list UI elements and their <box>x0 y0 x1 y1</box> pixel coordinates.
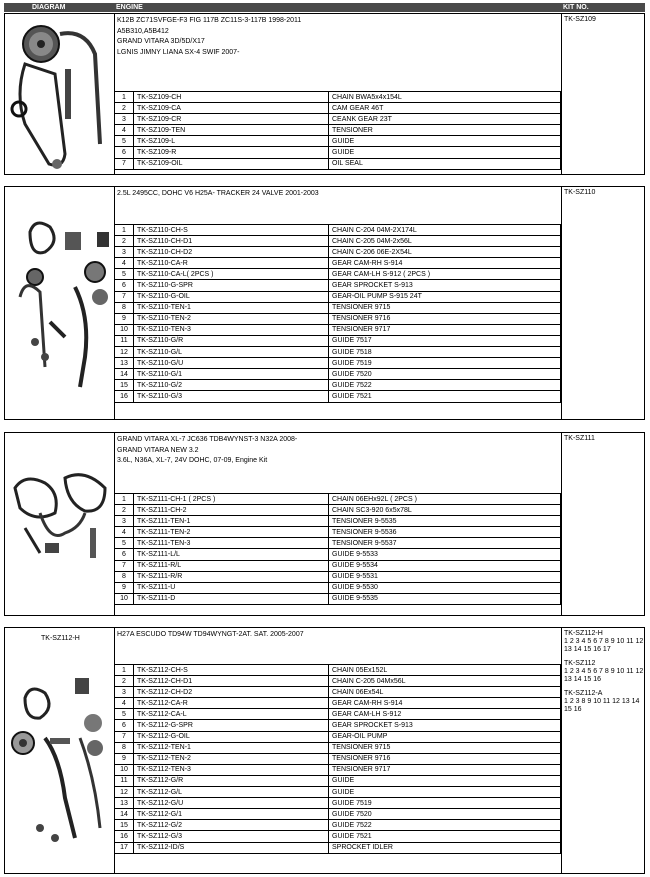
part-description: TENSIONER 9717 <box>329 764 561 775</box>
part-description: TENSIONER <box>329 125 561 136</box>
part-code: TK-SZ109-CR <box>134 114 329 125</box>
part-number: 12 <box>115 787 134 798</box>
part-description: CHAIN 06Ex54L <box>329 687 561 698</box>
part-description: GUIDE 7522 <box>329 380 561 391</box>
part-description: GUIDE 9-5531 <box>329 571 561 582</box>
part-description: GUIDE 7520 <box>329 369 561 380</box>
part-code: TK-SZ112-G/L <box>134 787 329 798</box>
part-code: TK-SZ112-CA-L <box>134 709 329 720</box>
table-row <box>115 347 561 358</box>
part-number: 11 <box>115 775 134 786</box>
kit-number-cell <box>561 433 645 615</box>
table-row <box>115 665 561 676</box>
part-number: 10 <box>115 764 134 775</box>
part-code: TK-SZ110-CA-L( 2PCS ) <box>134 269 329 280</box>
part-code: TK-SZ110-G/1 <box>134 369 329 380</box>
part-number: 1 <box>115 494 134 505</box>
parts-table <box>114 664 561 854</box>
table-row <box>115 775 561 786</box>
part-code: TK-SZ111-CH-1 ( 2PCS ) <box>134 494 329 505</box>
part-number: 4 <box>115 698 134 709</box>
part-description: GUIDE 7517 <box>329 335 561 346</box>
part-description: GEAR-OIL PUMP S-915 24T <box>329 291 561 302</box>
table-row <box>115 527 561 538</box>
part-code: TK-SZ110-TEN-3 <box>134 324 329 335</box>
table-row <box>115 787 561 798</box>
part-number: 4 <box>115 125 134 136</box>
part-description: TENSIONER 9717 <box>329 324 561 335</box>
part-number: 6 <box>115 280 134 291</box>
part-code: TK-SZ111-U <box>134 582 329 593</box>
part-number: 10 <box>115 593 134 604</box>
part-description: GUIDE 7521 <box>329 831 561 842</box>
part-code: TK-SZ112-CA-R <box>134 698 329 709</box>
kit-number-cell <box>561 187 645 419</box>
part-code: TK-SZ112-CH-D2 <box>134 687 329 698</box>
part-code: TK-SZ109-L <box>134 136 329 147</box>
table-row <box>115 831 561 842</box>
part-description: SPROCKET IDLER <box>329 842 561 853</box>
part-code: TK-SZ110-G-SPR <box>134 280 329 291</box>
part-number: 7 <box>115 560 134 571</box>
part-description: CHAIN C-205 04Mx56L <box>329 676 561 687</box>
table-row <box>115 269 561 280</box>
table-row <box>115 114 561 125</box>
part-description: GUIDE 7520 <box>329 809 561 820</box>
part-number: 11 <box>115 335 134 346</box>
part-number: 5 <box>115 709 134 720</box>
part-code: TK-SZ112-G/U <box>134 798 329 809</box>
part-description: TENSIONER 9715 <box>329 302 561 313</box>
table-row <box>115 842 561 853</box>
part-description: GEAR CAM-RH S-914 <box>329 698 561 709</box>
parts-table <box>114 493 561 605</box>
kit-block <box>4 432 645 616</box>
part-description: CHAIN C-204 04M-2X174L <box>329 225 561 236</box>
table-row <box>115 380 561 391</box>
table-row <box>115 798 561 809</box>
part-number: 3 <box>115 114 134 125</box>
part-code: TK-SZ111-TEN-1 <box>134 516 329 527</box>
part-description: GEAR CAM-LH S-912 <box>329 709 561 720</box>
part-code: TK-SZ112-TEN-1 <box>134 742 329 753</box>
part-description: GEAR SPROCKET S-913 <box>329 720 561 731</box>
parts-table <box>114 224 561 403</box>
diagram-cell <box>5 14 115 174</box>
part-number: 1 <box>115 225 134 236</box>
table-row <box>115 280 561 291</box>
part-number: 4 <box>115 258 134 269</box>
part-code: TK-SZ111-R/R <box>134 571 329 582</box>
part-code: TK-SZ110-CH-S <box>134 225 329 236</box>
part-number: 2 <box>115 676 134 687</box>
part-number: 3 <box>115 247 134 258</box>
table-row <box>115 369 561 380</box>
table-row <box>115 335 561 346</box>
kit-group <box>564 690 644 714</box>
part-description: CHAIN BWA5x4x154L <box>329 92 561 103</box>
part-number: 5 <box>115 136 134 147</box>
part-code: TK-SZ112-TEN-2 <box>134 753 329 764</box>
part-number: 9 <box>115 313 134 324</box>
table-row <box>115 125 561 136</box>
header-diagram: DIAGRAM <box>32 4 66 11</box>
part-description: GUIDE 7519 <box>329 798 561 809</box>
table-row <box>115 809 561 820</box>
part-description: GEAR CAM-LH S-912 ( 2PCS ) <box>329 269 561 280</box>
part-number: 2 <box>115 236 134 247</box>
part-description: GUIDE 7521 <box>329 391 561 402</box>
part-description: GEAR-OIL PUMP <box>329 731 561 742</box>
part-description: GUIDE 9-5530 <box>329 582 561 593</box>
part-number: 9 <box>115 582 134 593</box>
table-row <box>115 313 561 324</box>
part-code: TK-SZ111-TEN-2 <box>134 527 329 538</box>
part-code: TK-SZ112-ID/S <box>134 842 329 853</box>
part-description: GUIDE 7519 <box>329 358 561 369</box>
part-code: TK-SZ112-G/1 <box>134 809 329 820</box>
part-description: GUIDE 9-5535 <box>329 593 561 604</box>
part-code: TK-SZ110-G/U <box>134 358 329 369</box>
part-code: TK-SZ110-G/L <box>134 347 329 358</box>
table-row <box>115 103 561 114</box>
part-code: TK-SZ110-TEN-1 <box>134 302 329 313</box>
part-description: TENSIONER 9-5535 <box>329 516 561 527</box>
kit-items: 1 2 3 4 5 6 7 8 9 10 11 12 13 14 15 16 17 <box>564 638 644 653</box>
kit-block <box>4 13 645 175</box>
part-code: TK-SZ109-CA <box>134 103 329 114</box>
part-number: 8 <box>115 571 134 582</box>
kit-items: 1 2 3 8 9 10 11 12 13 14 15 16 <box>564 698 640 713</box>
part-description: TENSIONER 9715 <box>329 742 561 753</box>
part-code: TK-SZ110-CA-R <box>134 258 329 269</box>
part-description: CHAIN 05Ex152L <box>329 665 561 676</box>
kit-number: TK-SZ109 <box>564 16 596 23</box>
part-description: GUIDE 7518 <box>329 347 561 358</box>
part-code: TK-SZ112-G-SPR <box>134 720 329 731</box>
part-number: 1 <box>115 92 134 103</box>
part-number: 7 <box>115 291 134 302</box>
table-row <box>115 302 561 313</box>
part-code: TK-SZ112-G/R <box>134 775 329 786</box>
table-row <box>115 698 561 709</box>
part-number: 8 <box>115 742 134 753</box>
timing-kit-diagram <box>5 628 113 873</box>
part-description: GUIDE 7522 <box>329 820 561 831</box>
part-description: GUIDE 9-5533 <box>329 549 561 560</box>
header-kit-no: KIT NO. <box>563 4 589 11</box>
header-engine: ENGINE <box>116 4 143 11</box>
column-header-bar <box>4 3 645 12</box>
part-code: TK-SZ112-G/2 <box>134 820 329 831</box>
engine-line: GRAND VITARA NEW 3.2 <box>117 446 199 454</box>
part-number: 3 <box>115 516 134 527</box>
diagram-cell <box>5 628 115 873</box>
part-description: CAM GEAR 46T <box>329 103 561 114</box>
part-description: GEAR SPROCKET S-913 <box>329 280 561 291</box>
part-description: GEAR CAM-RH S-914 <box>329 258 561 269</box>
part-code: TK-SZ111-L/L <box>134 549 329 560</box>
table-row <box>115 709 561 720</box>
part-description: TENSIONER 9716 <box>329 753 561 764</box>
part-code: TK-SZ110-G/2 <box>134 380 329 391</box>
engine-line: 3.6L, N36A, XL-7, 24V DOHC, 07-09, Engine Kit <box>117 457 268 464</box>
table-row <box>115 505 561 516</box>
part-code: TK-SZ109-CH <box>134 92 329 103</box>
kit-number: TK-SZ112 <box>564 660 596 667</box>
part-number: 8 <box>115 302 134 313</box>
table-row <box>115 494 561 505</box>
table-row <box>115 560 561 571</box>
part-code: TK-SZ112-CH-D1 <box>134 676 329 687</box>
part-number: 2 <box>115 505 134 516</box>
kit-number: TK-SZ112-A <box>564 690 603 697</box>
kit-items: 1 2 3 4 5 6 7 8 9 10 11 12 13 14 15 16 <box>564 668 644 683</box>
table-row <box>115 549 561 560</box>
part-description: OIL SEAL <box>329 158 561 169</box>
part-description: CHAIN C-205 04M-2x56L <box>329 236 561 247</box>
table-row <box>115 358 561 369</box>
parts-table <box>114 91 561 170</box>
part-code: TK-SZ109-TEN <box>134 125 329 136</box>
table-row <box>115 538 561 549</box>
part-number: 2 <box>115 103 134 114</box>
part-code: TK-SZ111-D <box>134 593 329 604</box>
part-number: 16 <box>115 391 134 402</box>
part-number: 7 <box>115 731 134 742</box>
part-number: 7 <box>115 158 134 169</box>
part-description: TENSIONER 9716 <box>329 313 561 324</box>
part-number: 15 <box>115 820 134 831</box>
table-row <box>115 324 561 335</box>
part-description: GUIDE <box>329 147 561 158</box>
part-description: CEANK GEAR 23T <box>329 114 561 125</box>
part-code: TK-SZ110-G/R <box>134 335 329 346</box>
part-number: 5 <box>115 269 134 280</box>
part-code: TK-SZ110-TEN-2 <box>134 313 329 324</box>
table-row <box>115 225 561 236</box>
engine-line: 2.5L 2495CC, DOHC V6 H25A- TRACKER 24 VALVE 2001-2003 <box>117 190 319 197</box>
table-row <box>115 291 561 302</box>
kit-number-cell <box>561 14 645 174</box>
part-code: TK-SZ110-CH-D1 <box>134 236 329 247</box>
kit-block <box>4 186 645 420</box>
table-row <box>115 820 561 831</box>
part-code: TK-SZ112-TEN-3 <box>134 764 329 775</box>
kit-number: TK-SZ110 <box>564 189 596 196</box>
part-number: 14 <box>115 809 134 820</box>
part-code: TK-SZ111-CH-2 <box>134 505 329 516</box>
part-number: 10 <box>115 324 134 335</box>
table-row <box>115 516 561 527</box>
kit-group <box>564 660 644 684</box>
part-number: 6 <box>115 147 134 158</box>
part-code: TK-SZ111-R/L <box>134 560 329 571</box>
part-description: GUIDE <box>329 136 561 147</box>
part-number: 16 <box>115 831 134 842</box>
part-code: TK-SZ112-G-OIL <box>134 731 329 742</box>
table-row <box>115 571 561 582</box>
part-number: 5 <box>115 538 134 549</box>
part-code: TK-SZ109-OIL <box>134 158 329 169</box>
part-description: GUIDE <box>329 775 561 786</box>
kit-number: TK-SZ112-H <box>564 630 603 637</box>
part-number: 6 <box>115 549 134 560</box>
engine-line: LGNIS JIMNY LIANA SX-4 SWIF 2007- <box>117 48 240 56</box>
part-description: CHAIN C-206 06E-2X54L <box>329 247 561 258</box>
part-code: TK-SZ110-G-OIL <box>134 291 329 302</box>
part-description: CHAIN 06EHx92L ( 2PCS ) <box>329 494 561 505</box>
table-row <box>115 236 561 247</box>
kit-group <box>564 630 644 654</box>
table-row <box>115 676 561 687</box>
part-number: 9 <box>115 753 134 764</box>
table-row <box>115 136 561 147</box>
table-row <box>115 593 561 604</box>
timing-kit-diagram <box>5 187 113 419</box>
diagram-cell <box>5 187 115 419</box>
part-description: GUIDE 9-5534 <box>329 560 561 571</box>
table-row <box>115 258 561 269</box>
engine-line: H27A ESCUDO TD94W TD94WYNGT-2AT. SAT. 2005-2007 <box>117 631 304 638</box>
part-code: TK-SZ112-G/3 <box>134 831 329 842</box>
table-row <box>115 391 561 402</box>
timing-kit-diagram <box>5 14 113 174</box>
table-row <box>115 247 561 258</box>
part-number: 14 <box>115 369 134 380</box>
diagram-cell <box>5 433 115 615</box>
table-row <box>115 753 561 764</box>
part-number: 15 <box>115 380 134 391</box>
engine-line: A5B310,A5B412 <box>117 27 169 35</box>
engine-line: K12B ZC71SVFGE-F3 FIG 117B ZC11S-3-117B 1998-2011 <box>117 17 302 24</box>
part-description: TENSIONER 9-5536 <box>329 527 561 538</box>
part-code: TK-SZ109-R <box>134 147 329 158</box>
part-number: 6 <box>115 720 134 731</box>
table-row <box>115 687 561 698</box>
part-number: 13 <box>115 798 134 809</box>
part-code: TK-SZ110-CH-D2 <box>134 247 329 258</box>
table-row <box>115 731 561 742</box>
timing-kit-diagram <box>5 433 113 615</box>
part-number: 4 <box>115 527 134 538</box>
diagram-kit-label: TK-SZ112-H <box>41 635 80 642</box>
table-row <box>115 764 561 775</box>
part-number: 17 <box>115 842 134 853</box>
part-number: 1 <box>115 665 134 676</box>
part-number: 12 <box>115 347 134 358</box>
table-row <box>115 742 561 753</box>
part-code: TK-SZ112-CH-S <box>134 665 329 676</box>
table-row <box>115 158 561 169</box>
part-description: TENSIONER 9-5537 <box>329 538 561 549</box>
part-number: 3 <box>115 687 134 698</box>
table-row <box>115 147 561 158</box>
part-code: TK-SZ110-G/3 <box>134 391 329 402</box>
part-description: CHAIN SC3-920 6x5x78L <box>329 505 561 516</box>
engine-line: GRAND VITARA XL-7 JC636 TDB4WYNST-3 N32A 2008- <box>117 436 298 443</box>
part-number: 13 <box>115 358 134 369</box>
table-row <box>115 92 561 103</box>
engine-line: GRAND VITARA 3D/5D/X17 <box>117 38 205 45</box>
part-code: TK-SZ111-TEN-3 <box>134 538 329 549</box>
table-row <box>115 720 561 731</box>
kit-block <box>4 627 645 874</box>
kit-number: TK-SZ111 <box>564 435 595 442</box>
part-description: GUIDE <box>329 787 561 798</box>
kit-groups <box>564 630 644 720</box>
table-row <box>115 582 561 593</box>
